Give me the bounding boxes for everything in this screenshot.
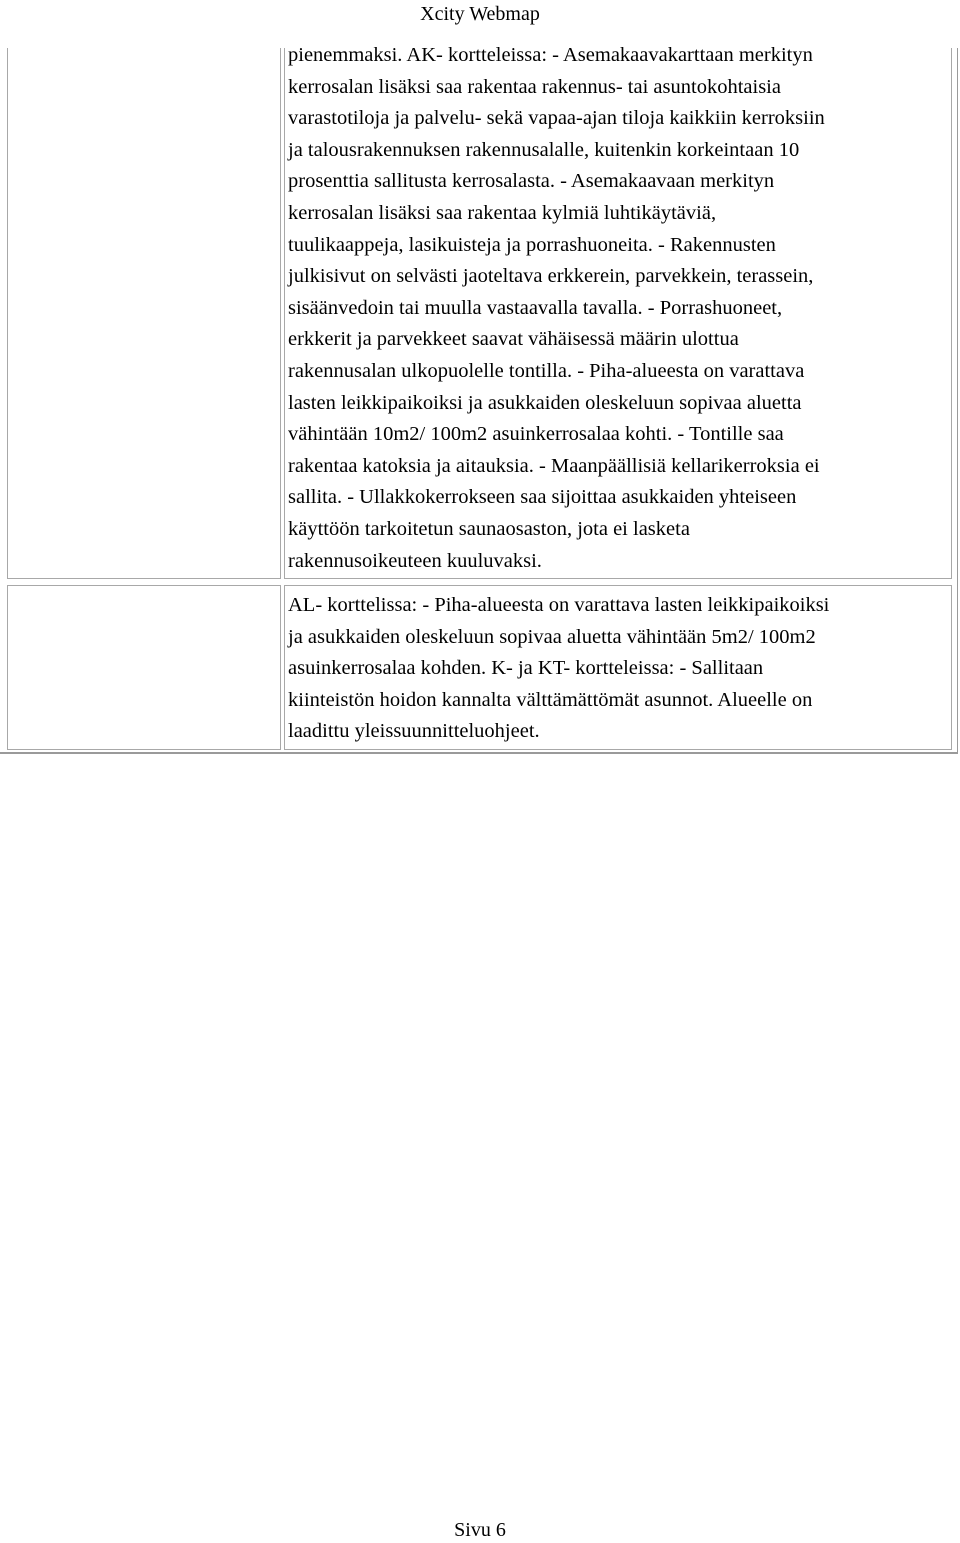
text-line: rakennusalan ulkopuolelle tontilla. - Piha-alueesta on varattava	[288, 360, 805, 382]
text-line: lasten leikkipaikoiksi ja asukkaiden oleskeluun sopivaa aluetta	[288, 391, 802, 414]
text-line: erkkerit ja parvekkeet saavat vähäisessä määrin ulottua	[288, 328, 739, 351]
text-line: asuinkerrosalaa kohden. K- ja KT- kortteleissa: - Sallitaan	[288, 657, 764, 680]
text-line: prosenttia sallitusta kerrosalasta. - Asemakaavaan merkityn	[288, 170, 775, 193]
text-line: ja asukkaiden oleskeluun sopivaa aluetta vähintään 5m2/ 100m2	[288, 625, 816, 648]
table-cell-left	[7, 48, 281, 579]
text-line: AL- korttelissa: - Piha-alueesta on varattava lasten leikkipaikoiksi	[288, 594, 830, 616]
text-line: laadittu yleissuunnitteluohjeet.	[288, 720, 540, 743]
text-line: kerrosalan lisäksi saa rakentaa rakennus- tai asuntokohtaisia	[288, 75, 781, 98]
text-line: kiinteistön hoidon kannalta välttämättömät asunnot. Alueelle on	[288, 688, 813, 711]
table-cell-left	[7, 585, 281, 750]
text-line: käyttöön tarkoitetun saunaosaston, jota ei lasketa	[288, 518, 690, 540]
text-line: vähintään 10m2/ 100m2 asuinkerrosalaa kohti. - Tontille saa	[288, 423, 784, 446]
text-line: ja talousrakennuksen rakennusalalle, kuitenkin korkeintaan 10	[288, 138, 800, 161]
page-number: Sivu 6	[454, 1519, 506, 1541]
text-line: varastotiloja ja palvelu- sekä vapaa-ajan tiloja kaikkiin kerroksiin	[288, 107, 825, 130]
text-line: pienemmaksi. AK- kortteleissa: - Asemakaavakarttaan merkityn	[288, 44, 813, 66]
page-header-title: Xcity Webmap	[420, 3, 540, 25]
text-line: sisäänvedoin tai muulla vastaavalla tavalla. - Porrashuoneet,	[288, 296, 783, 319]
text-line: sallita. - Ullakkokerrokseen saa sijoittaa asukkaiden yhteiseen	[288, 486, 797, 509]
text-line: rakennusoikeuteen kuuluvaksi.	[288, 549, 542, 572]
text-line: tuulikaappeja, lasikuisteja ja porrashuoneita. - Rakennusten	[288, 233, 776, 256]
text-line: rakentaa katoksia ja aitauksia. - Maanpäällisiä kellarikerroksia ei	[288, 454, 820, 477]
text-line: julkisivut on selvästi jaoteltava erkkerein, parvekkein, terassein,	[288, 265, 814, 288]
text-line: kerrosalan lisäksi saa rakentaa kylmiä luhtikäytäviä,	[288, 202, 717, 224]
